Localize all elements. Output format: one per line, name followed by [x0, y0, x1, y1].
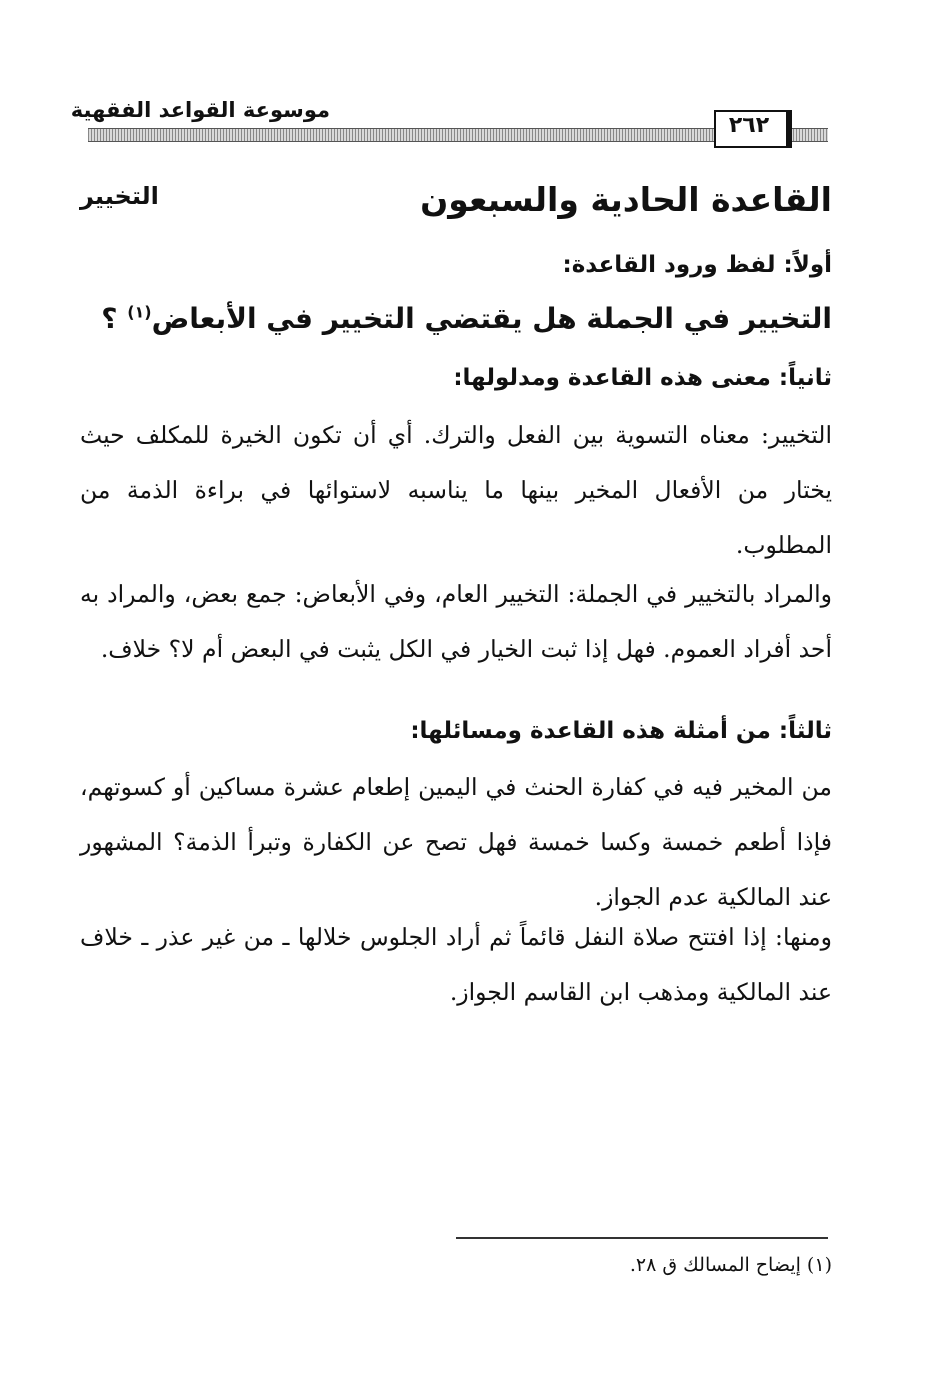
section-2-paragraph-1: التخيير: معناه التسوية بين الفعل والترك. أي أن تكون الخيرة للمكلف حيث يختار من الأفعال المخير بينها ما يناسبه لاستوائها في براءة الذمة من المطلوب. — [80, 421, 832, 559]
footnote-1: (١) إيضاح المسالك ق ٢٨. — [629, 1254, 832, 1276]
section-3-heading-block — [80, 718, 832, 744]
section-2-heading: ثانياً: معنى هذه القاعدة ومدلولها: — [453, 365, 832, 391]
rule-wording-block — [80, 302, 832, 335]
rule-wording — [80, 302, 832, 335]
rule-title: القاعدة الحادية والسبعون — [420, 180, 832, 219]
section-1-heading-block — [80, 252, 832, 278]
rule-wording-end: ؟ — [101, 302, 128, 335]
rule-wording-text: التخيير في الجملة هل يقتضي التخيير في الأبعاض — [151, 302, 832, 335]
rule-topic: التخيير — [80, 182, 159, 210]
section-3-paragraph-1: من المخير فيه في كفارة الحنث في اليمين إطعام عشرة مساكين أو كسوتهم، فإذا أطعم خمسة وكسا خمسة فهل تصح عن الكفارة وتبرأ الذمة؟ المشهور عند المالكية عدم الجواز. — [80, 773, 832, 911]
section-2-heading-block — [80, 365, 832, 391]
section-2-paragraph-2: والمراد بالتخيير في الجملة: التخيير العام، وفي الأبعاض: جمع بعض، والمراد به أحد أفراد العموم. فهل إذا ثبت الخيار في الكل يثبت في البعض أم لا؟ خلاف. — [80, 580, 832, 663]
footnote-ref: (١) — [127, 302, 152, 322]
section-3-paragraph-2: ومنها: إذا افتتح صلاة النفل قائماً ثم أراد الجلوس خلالها ـ من غير عذر ـ خلاف عند المالكية ومذهب ابن القاسم الجواز. — [80, 923, 832, 1006]
footnote-separator — [456, 1237, 828, 1239]
running-header-title: موسوعة القواعد الفقهية — [70, 98, 330, 122]
page-number: ٢٦٢ — [728, 113, 770, 138]
section-1-heading: أولاً: لفظ ورود القاعدة: — [562, 252, 832, 278]
section-3-heading: ثالثاً: من أمثلة هذه القاعدة ومسائلها: — [410, 718, 832, 744]
